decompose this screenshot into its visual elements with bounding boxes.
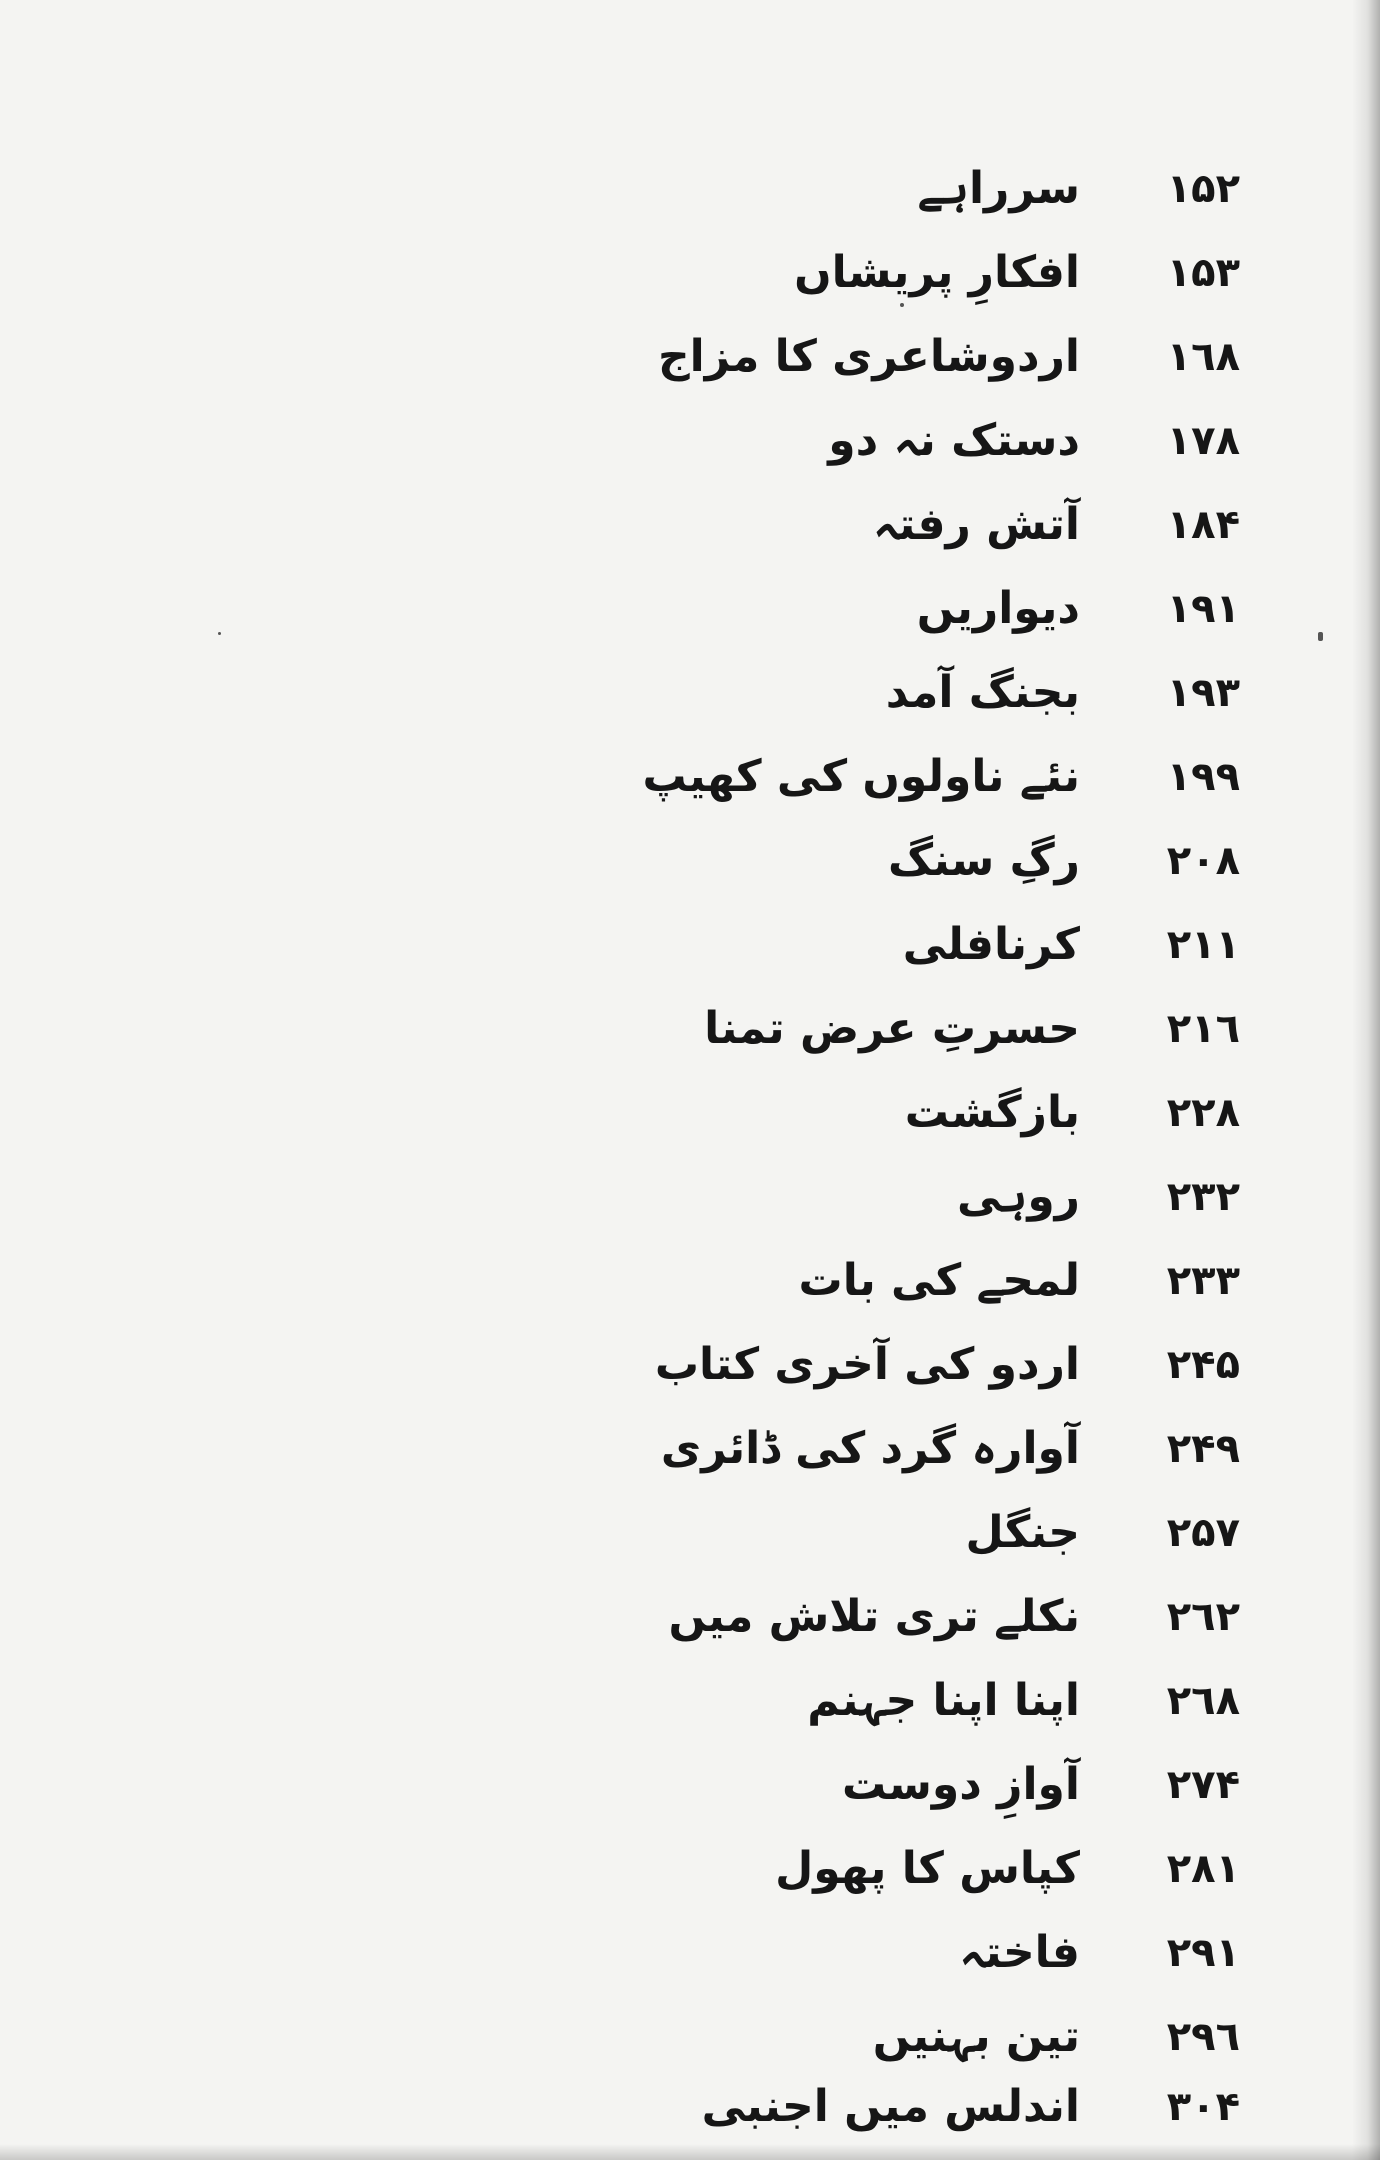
toc-page-number: ۱۹۳ bbox=[1166, 670, 1240, 716]
toc-entry bbox=[0, 1407, 1380, 1491]
toc-entry bbox=[0, 1155, 1380, 1239]
toc-title: کپاس کا پھول bbox=[775, 1843, 1080, 1894]
toc-page-number: ۱۸۴ bbox=[1166, 502, 1240, 548]
toc-entry bbox=[0, 1911, 1380, 1995]
page-edge-shadow bbox=[1352, 0, 1380, 2160]
toc-page-number: ۱۵۲ bbox=[1166, 166, 1240, 212]
toc-entry bbox=[0, 987, 1380, 1071]
toc-title: دیواریں bbox=[916, 583, 1080, 634]
toc-title: اپنا اپنا جہنم bbox=[807, 1675, 1080, 1726]
toc-title: اردوشاعری کا مزاج bbox=[657, 331, 1080, 382]
toc-page-number: ۱٦۸ bbox=[1166, 334, 1240, 380]
toc-title: لمحے کی بات bbox=[798, 1255, 1080, 1306]
toc-title: اردو کی آخری کتاب bbox=[654, 1339, 1080, 1390]
toc-entry bbox=[0, 1743, 1380, 1827]
toc-entry bbox=[0, 2065, 1380, 2149]
toc-title: آوازِ دوست bbox=[842, 1759, 1080, 1810]
toc-page-number: ۱۷۸ bbox=[1166, 418, 1240, 464]
toc-page-number: ۲۱۱ bbox=[1166, 922, 1240, 968]
toc-page-number: ۲٦۲ bbox=[1166, 1594, 1240, 1640]
toc-title: آتش رفتہ bbox=[872, 499, 1080, 550]
toc-page-number: ۲۷۴ bbox=[1166, 1762, 1240, 1808]
toc-entry bbox=[0, 399, 1380, 483]
scan-speck bbox=[1318, 632, 1323, 641]
toc-title: نکلے تری تلاش میں bbox=[668, 1591, 1080, 1642]
toc-title: کرنافلی bbox=[902, 919, 1080, 970]
toc-entry bbox=[0, 1323, 1380, 1407]
toc-page-number: ۲۹۱ bbox=[1166, 1930, 1240, 1976]
toc-title: روہی bbox=[957, 1171, 1080, 1222]
toc-entry bbox=[0, 1827, 1380, 1911]
toc-entry bbox=[0, 1575, 1380, 1659]
toc-title: آوارہ گرد کی ڈائری bbox=[660, 1423, 1080, 1474]
toc-entry bbox=[0, 147, 1380, 231]
toc-title: نئے ناولوں کی کھیپ bbox=[642, 751, 1080, 802]
toc-page-number: ۱۵۳ bbox=[1166, 250, 1240, 296]
toc-page-number: ۲۳۲ bbox=[1166, 1174, 1240, 1220]
toc-page-number: ۲۰۸ bbox=[1166, 838, 1240, 884]
toc-entry bbox=[0, 1239, 1380, 1323]
toc-entry bbox=[0, 567, 1380, 651]
toc-entry bbox=[0, 903, 1380, 987]
toc-entry bbox=[0, 1659, 1380, 1743]
scan-speck bbox=[218, 632, 221, 635]
page-bottom-shadow bbox=[0, 2144, 1380, 2160]
toc-entry bbox=[0, 735, 1380, 819]
toc-title: افکارِ پریشاں bbox=[794, 247, 1080, 298]
toc-entry bbox=[0, 315, 1380, 399]
toc-entry bbox=[0, 651, 1380, 735]
toc-page-number: ۲۴۹ bbox=[1166, 1426, 1240, 1472]
toc-entry bbox=[0, 1071, 1380, 1155]
toc-page-number: ۲۲۸ bbox=[1166, 1090, 1240, 1136]
toc-page-number: ۳۰۴ bbox=[1166, 2084, 1240, 2130]
toc-page-number: ۲۹٦ bbox=[1166, 2014, 1240, 2060]
toc-page-number: ۲۴۵ bbox=[1166, 1342, 1240, 1388]
toc-title: جنگل bbox=[965, 1507, 1080, 1558]
toc-title: دستک نہ دو bbox=[828, 415, 1080, 466]
toc-title: اندلس میں اجنبی bbox=[701, 2081, 1080, 2132]
toc-page-number: ۱۹۱ bbox=[1166, 586, 1240, 632]
toc-page-number: ۲۱٦ bbox=[1166, 1006, 1240, 1052]
toc-page-number: ۲۸۱ bbox=[1166, 1846, 1240, 1892]
toc-entry bbox=[0, 231, 1380, 315]
toc-title: حسرتِ عرض تمنا bbox=[704, 1003, 1080, 1054]
scan-speck bbox=[900, 303, 904, 307]
toc-page-number: ۲۳۳ bbox=[1166, 1258, 1240, 1304]
toc-entry bbox=[0, 1491, 1380, 1575]
toc-page-number: ۲۵۷ bbox=[1166, 1510, 1240, 1556]
toc-entry bbox=[0, 819, 1380, 903]
toc-entry bbox=[0, 483, 1380, 567]
toc-title: تین بہنیں bbox=[872, 2011, 1080, 2062]
toc-title: رگِ سنگ bbox=[888, 835, 1080, 886]
toc-page-number: ۲٦۸ bbox=[1166, 1678, 1240, 1724]
toc-page-number: ۱۹۹ bbox=[1166, 754, 1240, 800]
toc-title: بجنگ آمد bbox=[885, 667, 1080, 718]
toc-title: بازگشت bbox=[904, 1087, 1080, 1138]
toc-title: فاختہ bbox=[959, 1927, 1080, 1978]
toc-title: سرراہے bbox=[917, 163, 1080, 214]
